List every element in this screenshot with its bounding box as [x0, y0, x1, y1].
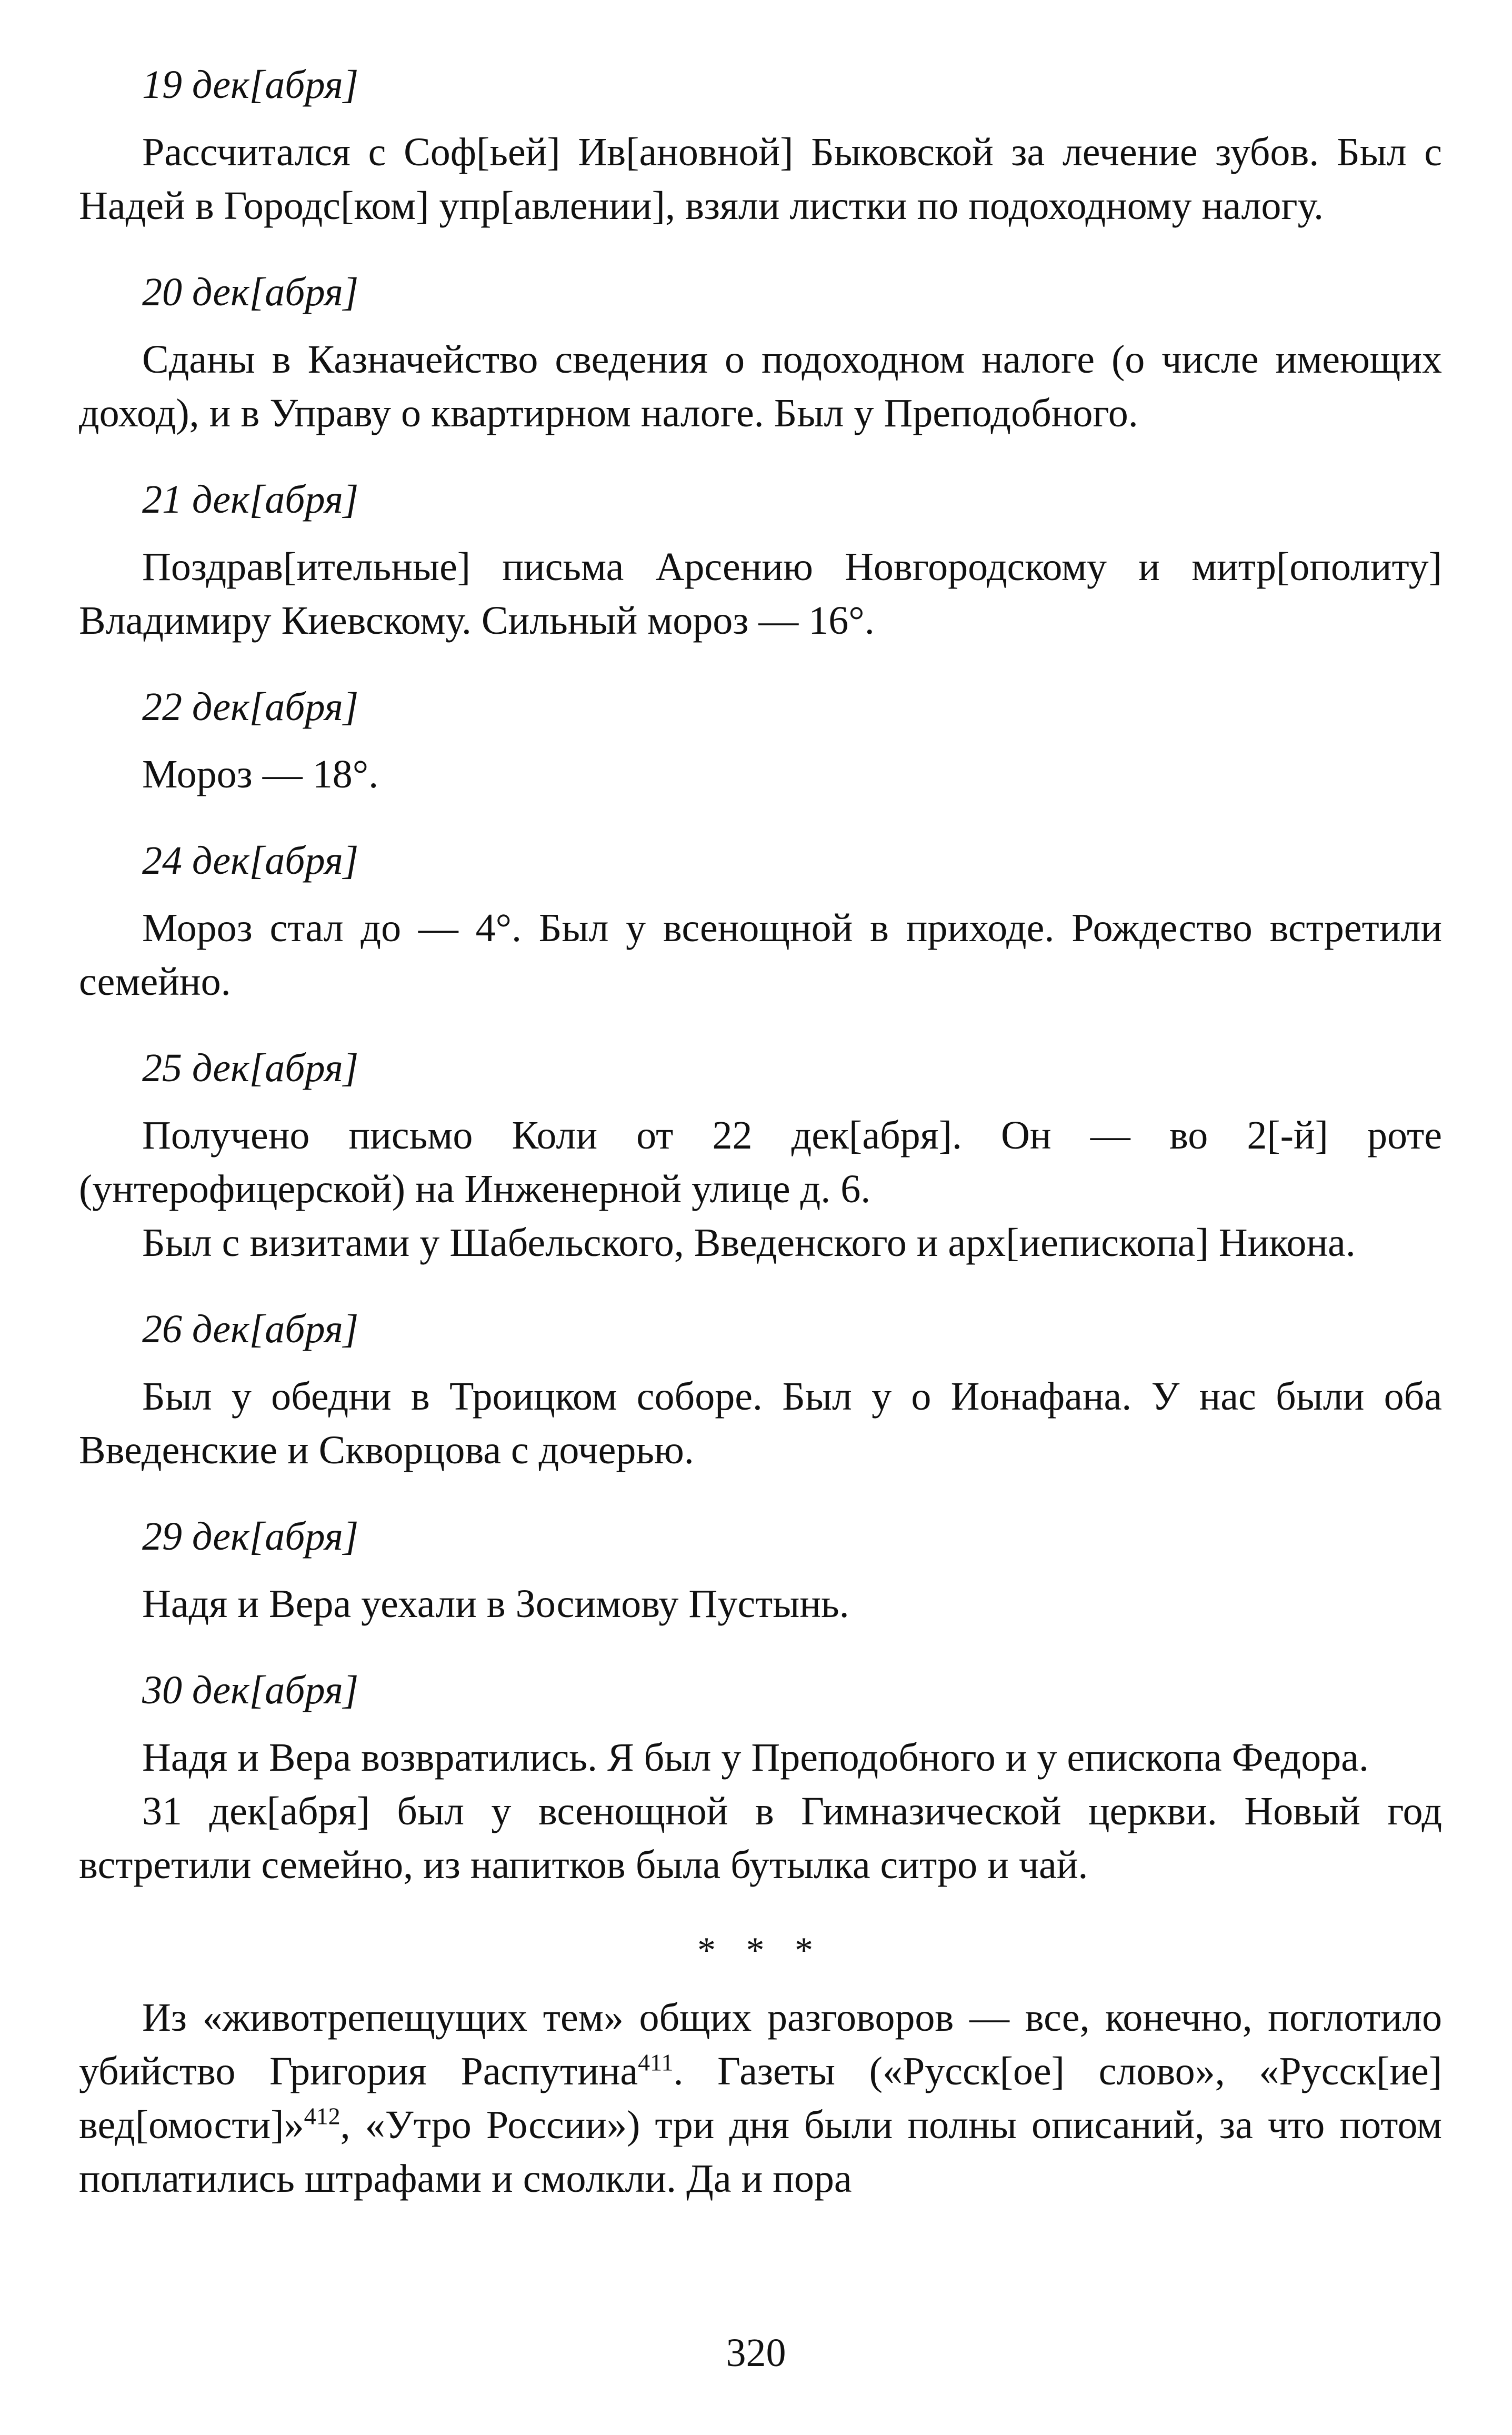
diary-entries — [79, 58, 1442, 1892]
entry-date: 26 дек[абря] — [142, 1307, 359, 1351]
entry-paragraph: Надя и Вера возвратились. Я был у Преподобного и у епископа Федора. — [142, 1735, 1369, 1780]
diary-entry — [79, 58, 1442, 233]
closing-text-2: . Газеты («Русск[ое] слово», «Русск[ие] вед[омости]» — [79, 2049, 1443, 2147]
entry-date: 25 дек[абря] — [142, 1046, 359, 1090]
entry-date: 30 дек[абря] — [142, 1668, 359, 1712]
entry-paragraph: Мороз стал до — 4°. Был у всенощной в приходе. Рождество встретили семейно. — [79, 906, 1442, 1004]
entry-paragraph: Рассчитался с Соф[ьей] Ив[ановной] Быковской за лечение зубов. Был с Надей в Городс[ком] упр[авлении], взяли листки по подоходному налогу. — [79, 130, 1442, 228]
entry-paragraph: Был с визитами у Шабельского, Введенского и арх[иепископа] Никона. — [142, 1221, 1356, 1265]
document-page — [79, 58, 1442, 2206]
entry-paragraph: Получено письмо Коли от 22 дек[абря]. Он — во 2[-й] роте (унтерофицерской) на Инженерной улице д. 6. — [79, 1113, 1442, 1211]
entry-paragraph: Поздрав[ительные] письма Арсению Новгородскому и митр[ополиту] Владимиру Киевскому. Сильный мороз — 16°. — [79, 545, 1442, 643]
section-separator: * * * — [697, 1930, 824, 1971]
closing-text-3: , «Утро России») три дня были полны описаний, за что потом поплатились штрафами и смолкли. Да и пора — [79, 2103, 1442, 2201]
entry-date: 19 дек[абря] — [142, 63, 359, 107]
entry-date: 29 дек[абря] — [142, 1514, 359, 1559]
entry-date: 20 дек[абря] — [142, 270, 359, 314]
diary-entry — [79, 680, 1442, 801]
diary-entry — [79, 265, 1442, 440]
footnote-ref-412[interactable]: 412 — [304, 2102, 341, 2130]
entry-paragraph: Надя и Вера уехали в Зосимову Пустынь. — [142, 1582, 849, 1626]
entry-paragraph: Был у обедни в Троицком соборе. Был у о Ионафана. У нас были оба Введенские и Скворцова с дочерью. — [79, 1374, 1442, 1472]
entry-date: 24 дек[абря] — [142, 839, 359, 883]
diary-entry — [79, 473, 1442, 647]
diary-entry — [79, 1041, 1442, 1270]
entry-date: 22 дек[абря] — [142, 685, 359, 729]
closing-text-1: Из «животрепещущих тем» общих разговоров — все, конечно, поглотило убийство Григория Распутина — [79, 1995, 1442, 2093]
entry-date: 21 дек[абря] — [142, 477, 359, 522]
entry-paragraph: Мороз — 18°. — [142, 752, 379, 796]
entry-paragraph: Сданы в Казначейство сведения о подоходном налоге (о числе имеющих доход), и в Управу о квартирном налоге. Был у Преподобного. — [79, 337, 1442, 435]
closing-paragraph — [79, 1991, 1442, 2206]
page-number: 320 — [726, 2331, 786, 2375]
diary-entry — [79, 1510, 1442, 1631]
entry-paragraph: 31 дек[абря] был у всенощной в Гимназической церкви. Новый год встретили семейно, из напитков была бутылка ситро и чай. — [79, 1789, 1442, 1887]
diary-entry — [79, 834, 1442, 1009]
footnote-ref-411[interactable]: 411 — [638, 2049, 674, 2076]
diary-entry — [79, 1302, 1442, 1477]
diary-entry — [79, 1663, 1442, 1892]
